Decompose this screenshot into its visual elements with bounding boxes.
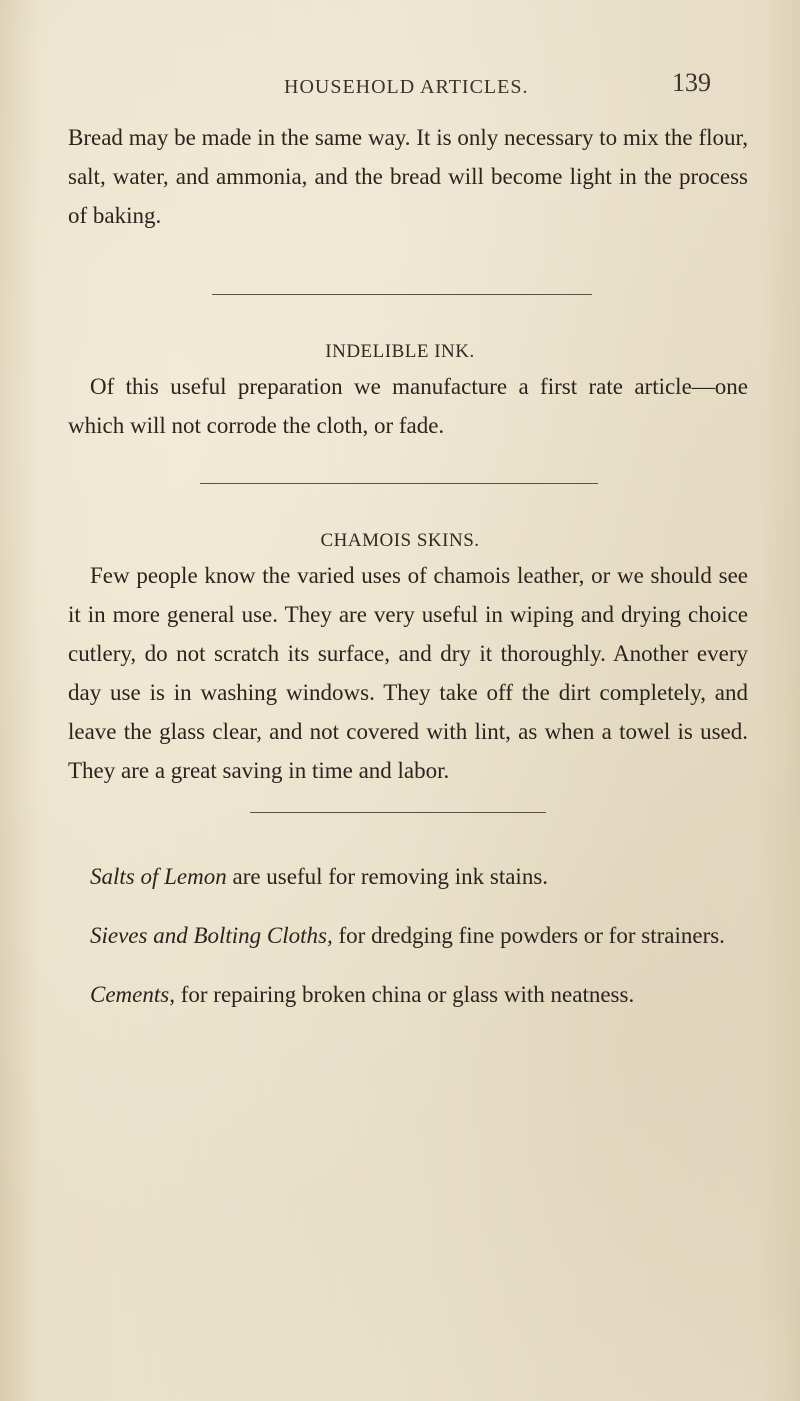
indelible-ink-block <box>68 367 748 445</box>
section-heading-indelible-ink: INDELIBLE INK. <box>325 341 475 362</box>
chamois-skins-block <box>68 556 748 790</box>
section-divider <box>250 812 546 813</box>
list-item <box>68 975 748 1014</box>
indelible-ink-paragraph: Of this useful preparation we manufacture a first rate article—one which will not corrode the cloth, or fade. <box>68 374 748 438</box>
item-term: Cements, <box>90 982 175 1007</box>
intro-paragraph: Bread may be made in the same way. It is only necessary to mix the flour, salt, water, and ammonia, and the bread will become light in the process of baking. <box>68 125 748 228</box>
intro-block <box>68 118 748 235</box>
section-divider <box>212 294 592 295</box>
section-divider <box>200 483 598 484</box>
page-number: 139 <box>672 68 711 97</box>
item-text: are useful for removing ink stains. <box>226 864 549 889</box>
section-heading-chamois-skins: CHAMOIS SKINS. <box>320 530 480 551</box>
list-item <box>68 857 748 896</box>
chamois-skins-paragraph: Few people know the varied uses of chamois leather, or we should see it in more general use. They are very useful in wiping and drying choice cutlery, do not scratch its surface, and dry it thoroughly. Another every day use is in washing windows. They take off the dirt completely, and leave the glass clear, and not covered with lint, as when a towel is used. They are a great saving in time and labor. <box>68 563 748 783</box>
list-item <box>68 916 748 955</box>
item-text: for dredging fine powders or for strainers. <box>332 923 725 948</box>
item-term: Salts of Lemon <box>90 864 227 889</box>
items-list <box>68 857 748 1014</box>
running-head: HOUSEHOLD ARTICLES. <box>284 76 529 98</box>
item-text: for repairing broken china or glass with neatness. <box>174 982 635 1007</box>
item-term: Sieves and Bolting Cloths, <box>90 923 333 948</box>
